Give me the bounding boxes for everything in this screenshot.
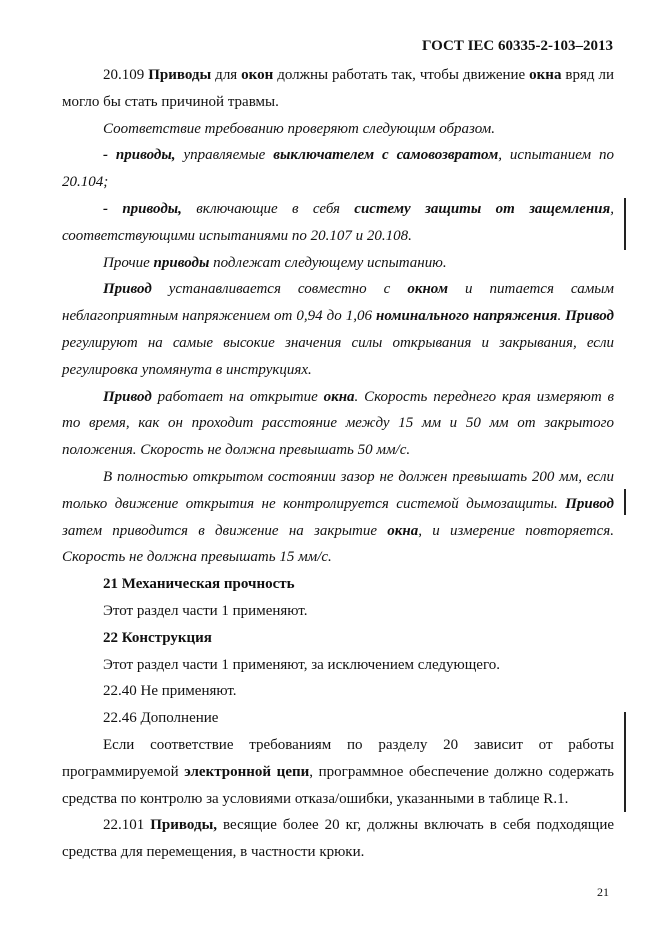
section-heading [62, 571, 614, 598]
bold-term: окном [407, 281, 448, 298]
bold-term: приводы [153, 254, 210, 271]
page-number: 21 [597, 885, 609, 899]
text-run: должны работать так, чтобы движение [273, 67, 530, 83]
text-run: 22.101 [103, 817, 151, 834]
bold-term: выключателем с самовозвратом [273, 147, 499, 164]
text-run: включающие в себя [181, 200, 355, 217]
text-run: затем приводится в движение на закрытие [62, 522, 388, 539]
bold-term: Привод [103, 281, 152, 298]
bold-term: Привод [565, 495, 614, 512]
text-run: Этот раздел части 1 применяют. [103, 602, 308, 619]
paragraph [62, 812, 614, 866]
bold-term: окна [529, 67, 562, 83]
text-run: 22 Конструкция [103, 629, 212, 646]
change-bar [624, 198, 626, 250]
bold-term: систему защиты от защемления [354, 200, 611, 217]
text-run: , испытанием по 20.104; [62, 147, 614, 191]
text-run: вряд ли могло бы стать причиной травмы. [62, 67, 614, 110]
text-run: Соответствие требованию проверяют следующим образом. [103, 120, 495, 137]
paragraph [62, 678, 614, 705]
paragraph [62, 598, 614, 625]
paragraph [62, 464, 614, 571]
change-bar [624, 489, 626, 515]
text-run: , и измерение повторяется. Скорость не должна превышать 15 мм/с. [62, 522, 614, 566]
bold-term: окон [241, 67, 274, 83]
text-run: Если соответствие требованиям по разделу 20 зависит от работы программируемой [62, 736, 614, 780]
text-run: Прочие [103, 254, 154, 271]
text-run: 20.109 [103, 67, 149, 83]
paragraph [62, 276, 614, 383]
bold-term: электронной цепи [184, 763, 310, 780]
paragraph [62, 705, 614, 732]
change-bar [624, 712, 626, 812]
text-run: для [211, 67, 242, 83]
text-run: , программное обеспечение должно содержать средства по контролю за условиями отказа/ошибки, указанными в таблице R.1. [62, 763, 614, 807]
paragraph [62, 384, 614, 464]
text-run: и питается самым неблагоприятным напряжением от 0,94 до 1,06 [62, 281, 614, 325]
paragraph [62, 250, 614, 277]
bold-term: Приводы, [150, 817, 218, 834]
bold-term: - приводы, [103, 200, 182, 217]
text-run: . Скорость переднего края измеряют в то время, как он проходит расстояние между 15 мм и 50 мм от закрытого положения. Скорость не должна превышать 50 мм/с. [62, 388, 614, 459]
section-heading [62, 625, 614, 652]
paragraph [62, 116, 614, 143]
paragraph [62, 652, 614, 679]
text-run: 22.46 Дополнение [103, 710, 219, 727]
bold-term: Привод [565, 308, 614, 325]
bold-term: Приводы [148, 67, 212, 83]
text-run: В полностью открытом состоянии зазор не должен превышать 200 мм, если только движение открытия не контролируется системой дымозащиты. [62, 468, 614, 512]
document-header: ГОСТ IEC 60335-2-103–2013 [421, 38, 613, 54]
document-body [62, 62, 614, 866]
paragraph [62, 142, 614, 196]
bold-term: номинального напряжения [376, 308, 558, 325]
text-run: работает на открытие [151, 388, 324, 405]
bold-term: - приводы, [103, 147, 176, 164]
text-run: подлежат следующему испытанию. [209, 254, 447, 271]
text-run: весящие более 20 кг, должны включать в себя подходящие средства для перемещения, в частности крюки. [62, 817, 614, 861]
bold-term: окна [323, 388, 355, 405]
paragraph [62, 732, 614, 812]
paragraph [62, 196, 614, 250]
text-run: 21 Механическая прочность [103, 576, 295, 593]
bold-term: Привод [103, 388, 152, 405]
paragraph [62, 62, 614, 116]
bold-term: окна [387, 522, 419, 539]
text-run: . [557, 308, 566, 325]
text-run: Этот раздел части 1 применяют, за исключением следующего. [103, 656, 500, 673]
text-run: 22.40 Не применяют. [103, 683, 237, 700]
text-run: устанавливается совместно с [151, 281, 408, 298]
text-run: , соответствующими испытаниями по 20.107 и 20.108. [62, 200, 614, 244]
text-run: регулируют на самые высокие значения силы открывания и закрывания, если регулировка упомянута в инструкциях. [62, 334, 614, 378]
text-run: управляемые [175, 147, 274, 164]
